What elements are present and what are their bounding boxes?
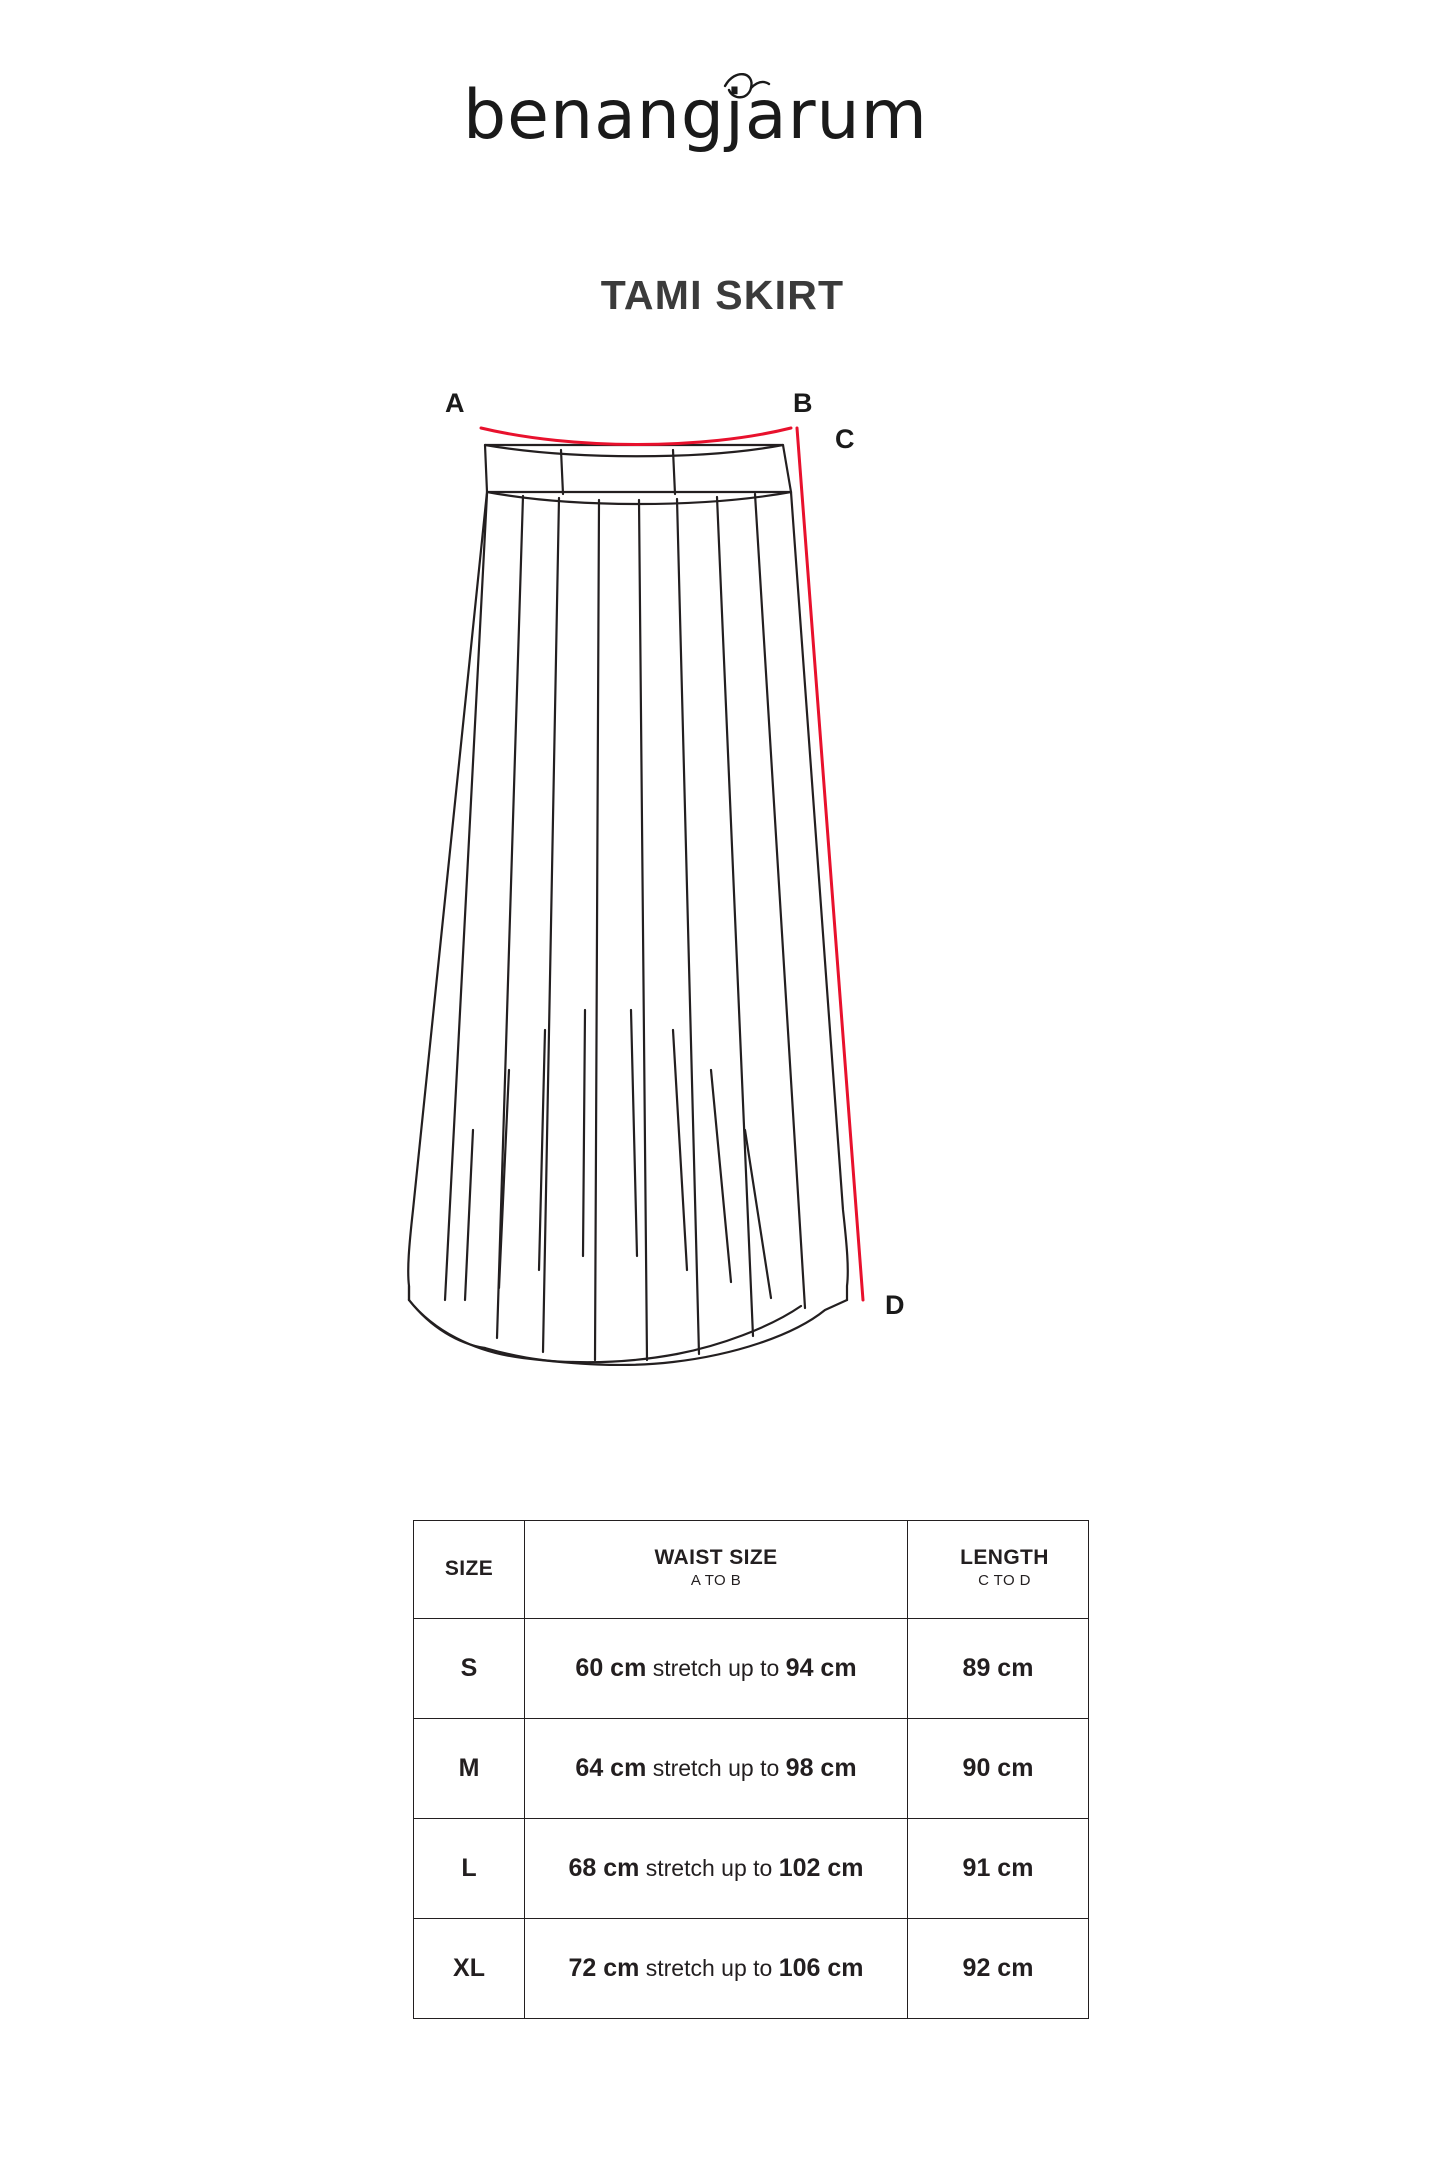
header-length-label: LENGTH	[960, 1546, 1049, 1570]
cell-waist-base: 60 cm	[575, 1654, 647, 1682]
cell-waist	[525, 1919, 908, 2019]
cell-waist-max: 98 cm	[785, 1754, 857, 1782]
size-table	[413, 1520, 1089, 2019]
cell-size: M	[414, 1719, 525, 1819]
cell-waist-base: 64 cm	[575, 1754, 647, 1782]
table-body	[414, 1619, 1089, 2019]
cell-length: 92 cm	[908, 1919, 1089, 2019]
cell-waist-base: 72 cm	[568, 1954, 640, 1982]
cell-size: S	[414, 1619, 525, 1719]
table-row	[414, 1619, 1089, 1719]
cell-waist-mid: stretch up to	[652, 1755, 780, 1781]
cell-waist-max: 102 cm	[778, 1854, 864, 1882]
cell-length: 90 cm	[908, 1719, 1089, 1819]
cell-waist-max: 94 cm	[785, 1654, 857, 1682]
page-title: TAMI SKIRT	[600, 272, 845, 318]
cell-waist	[525, 1719, 908, 1819]
marker-b-label: B	[792, 388, 812, 418]
table-row	[414, 1919, 1089, 2019]
cell-length: 91 cm	[908, 1819, 1089, 1919]
brand-logo	[0, 60, 1445, 170]
cell-waist	[525, 1819, 908, 1919]
header-waist-sub: A TO B	[690, 1572, 742, 1590]
table-head	[414, 1521, 1089, 1619]
table-row	[414, 1719, 1089, 1819]
cell-size: XL	[414, 1919, 525, 2019]
marker-d-label: D	[884, 1290, 904, 1320]
cell-waist-mid: stretch up to	[645, 1955, 773, 1981]
brand-logo-icon	[463, 60, 983, 170]
table-row	[414, 1819, 1089, 1919]
cell-waist-mid: stretch up to	[652, 1655, 780, 1681]
header-size	[414, 1521, 525, 1619]
cell-length: 89 cm	[908, 1619, 1089, 1719]
skirt-technical-drawing-icon	[373, 370, 1073, 1460]
cell-waist-base: 68 cm	[568, 1854, 640, 1882]
skirt-diagram	[0, 370, 1445, 1470]
header-length	[908, 1521, 1089, 1619]
table-header-row	[414, 1521, 1089, 1619]
marker-a-label: A	[444, 388, 464, 418]
svg-text:benang: benang	[462, 76, 725, 155]
header-length-sub: C TO D	[978, 1572, 1031, 1590]
svg-text:jarum: jarum	[724, 76, 928, 155]
cell-waist-mid: stretch up to	[645, 1855, 773, 1881]
header-waist	[525, 1521, 908, 1619]
marker-c-label: C	[834, 424, 854, 454]
size-table-container	[413, 1520, 1066, 2019]
cell-waist	[525, 1619, 908, 1719]
header-waist-label: WAIST SIZE	[654, 1546, 778, 1570]
cell-waist-max: 106 cm	[778, 1954, 864, 1982]
header-size-label: SIZE	[444, 1557, 494, 1581]
cell-size: L	[414, 1819, 525, 1919]
